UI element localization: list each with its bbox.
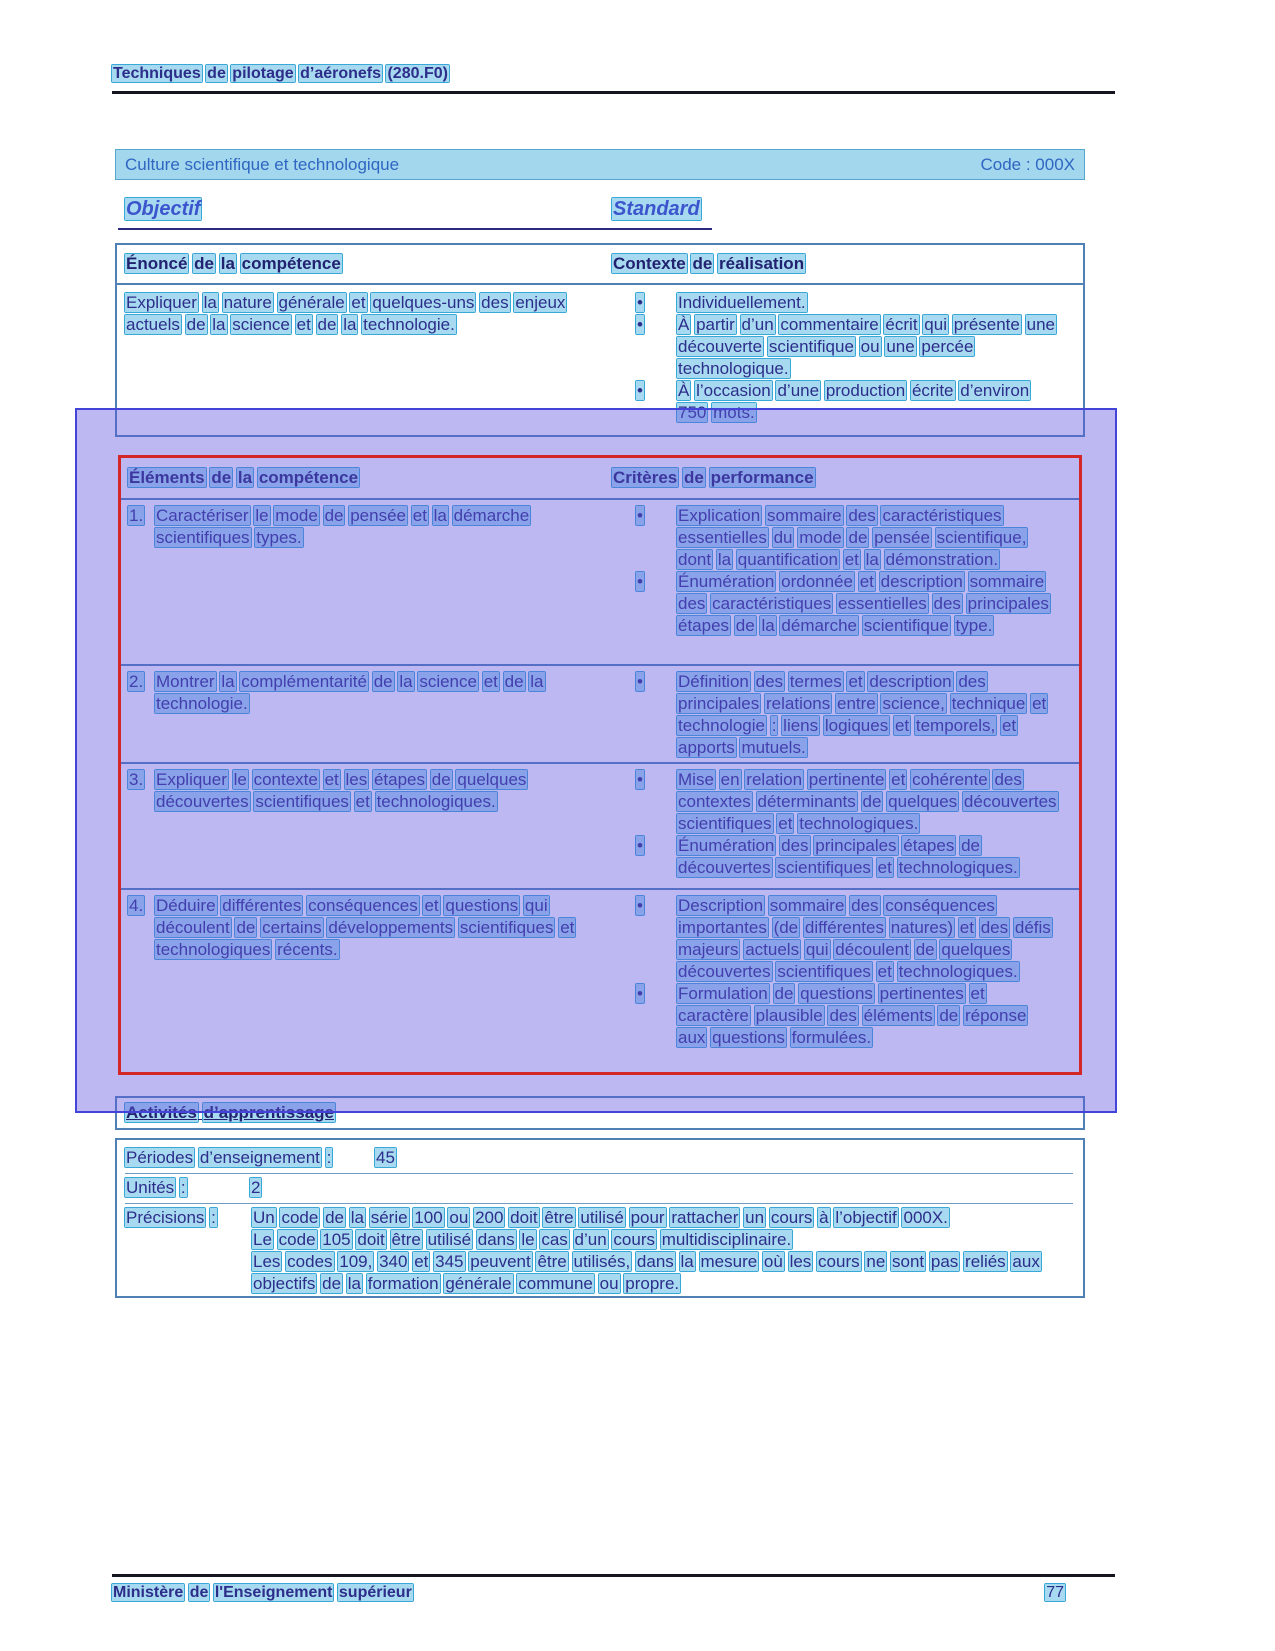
col-header-contexte: Contexte de réalisation [613,254,805,273]
page-footer [112,1582,1115,1604]
bullet-icon: • [637,836,643,855]
criteria-bullet-item [612,671,1061,759]
criteria-text: Formulation de questions pertinentes et caractère plausible des éléments de réponse aux questions formulées. [678,984,1027,1047]
units-row [125,1173,1073,1203]
activities-details-box [115,1138,1085,1298]
context-bullet-item [612,314,1063,380]
element-number: 3. [129,770,144,789]
criteria-bullet-item [612,769,1061,835]
heading-objectif: Objectif [126,198,201,220]
footer-rule [112,1574,1115,1577]
criteria-text: Mise en relation pertinente et cohérente des contextes déterminants de quelques découvertes scientifiques et technologiques. [678,770,1057,833]
heading-standard: Standard [613,198,700,220]
competence-table-header [117,245,1083,285]
periods-value: 45 [376,1148,395,1167]
element-cell [121,895,612,1072]
precisions-line: Les codes 109, 340 et 345 peuvent être utilisés, dans la mesure où les cours ne sont pas reliés aux objectifs de la formation générale commune ou propre. [253,1252,1040,1293]
context-bullet-item [612,292,1063,314]
criteria-bullet-item [612,505,1061,571]
bullet-icon: • [637,506,643,525]
criteria-cell [612,671,1079,762]
page-number: 77 [1046,1584,1064,1601]
criteria-text: Définition des termes et description des principales relations entre science, technique et technologie : liens logiques et temporels, et apports mutuels. [678,672,1047,757]
precisions-row [125,1203,1073,1299]
elements-table-row [121,500,1079,664]
context-bullet-text: Individuellement. [678,293,806,312]
context-bullet-text: À partir d’un commentaire écrit qui présente une découverte scientifique ou une percée technologique. [678,315,1055,378]
section-title: Culture scientifique et technologique [125,154,400,174]
precisions-label: Précisions : [126,1208,216,1227]
elements-table-row [121,664,1079,762]
element-cell [121,769,612,888]
element-text: Montrer la complémentarité de la science et de la technologie. [156,672,544,713]
criteria-bullet-item [612,571,1061,637]
criteria-text: Description sommaire des conséquences importantes (de différentes natures) et des défis majeurs actuels qui découlent de quelques découvertes scientifiques et technologiques. [678,896,1051,981]
bullet-icon: • [637,770,643,789]
criteria-bullet-item [612,895,1061,983]
criteria-cell [612,895,1079,1072]
criteria-text: Explication sommaire des caractéristiques essentielles du mode de pensée scientifique, dont la quantification et la démonstration. [678,506,1027,569]
elements-table-row [121,888,1079,1072]
element-text: Caractériser le mode de pensée et la démarche scientifiques types. [156,506,530,547]
bullet-icon: • [637,572,643,591]
periods-label: Périodes d’enseignement : [126,1148,332,1167]
criteria-text: Énumération des principales étapes de découvertes scientifiques et technologiques. [678,836,1018,877]
section-code: Code : 000X [980,154,1075,174]
document-header-title: Techniques de pilotage d’aéronefs (280.F0) [113,65,448,82]
element-text: Déduire différentes conséquences et questions qui découlent de certains développements scientifiques et technologiques récents. [156,896,575,959]
bullet-icon: • [637,984,643,1003]
elements-table [118,455,1082,1075]
units-value: 2 [251,1178,261,1197]
section-title-bar [115,149,1085,180]
bullet-icon: • [637,381,643,400]
objectif-standard-heading-row [118,198,712,230]
col-header-enonce: Énoncé de la compétence [126,254,341,273]
context-bullet-item [612,380,1063,424]
competence-table [115,243,1085,437]
element-number: 1. [129,506,144,525]
bullet-icon: • [637,672,643,691]
precisions-line: Le code 105 doit être utilisé dans le cas d’un cours multidisciplinaire. [253,1230,792,1249]
element-cell [121,505,612,664]
elements-table-row [121,762,1079,888]
criteria-bullet-item [612,835,1061,879]
precisions-line: Un code de la série 100 ou 200 doit être utilisé pour rattacher un cours à l’objectif 000X. [253,1208,948,1227]
element-number: 4. [129,896,144,915]
col-header-criteres: Critères de performance [613,468,814,487]
criteria-bullet-item [612,983,1061,1049]
criteria-cell [612,769,1079,888]
bullet-icon: • [637,315,643,334]
periods-row [125,1144,1073,1173]
units-label: Unités : [126,1178,186,1197]
element-cell [121,671,612,762]
competence-table-body [117,285,1083,424]
bullet-icon: • [637,896,643,915]
activities-heading-box [115,1096,1085,1130]
element-text: Expliquer le contexte et les étapes de quelques découvertes scientifiques et technologiques. [156,770,527,811]
precisions-text [252,1207,1073,1295]
competence-statement: Expliquer la nature générale et quelques-uns des enjeux actuels de la science et de la technologie. [126,293,566,334]
element-number: 2. [129,672,144,691]
criteria-text: Énumération ordonnée et description sommaire des caractéristiques essentielles des principales étapes de la démarche scientifique type. [678,572,1049,635]
activities-heading: Activités d’apprentissage [126,1103,334,1122]
context-bullet-list [612,292,1083,424]
bullet-icon: • [637,293,643,312]
footer-ministry: Ministère de l'Enseignement supérieur [113,1584,412,1601]
elements-table-header [121,458,1079,500]
criteria-cell [612,505,1079,664]
header-rule [112,91,1115,94]
col-header-elements: Éléments de la compétence [129,468,359,487]
context-bullet-text: À l’occasion d’une production écrite d’environ 750 mots. [678,381,1030,422]
